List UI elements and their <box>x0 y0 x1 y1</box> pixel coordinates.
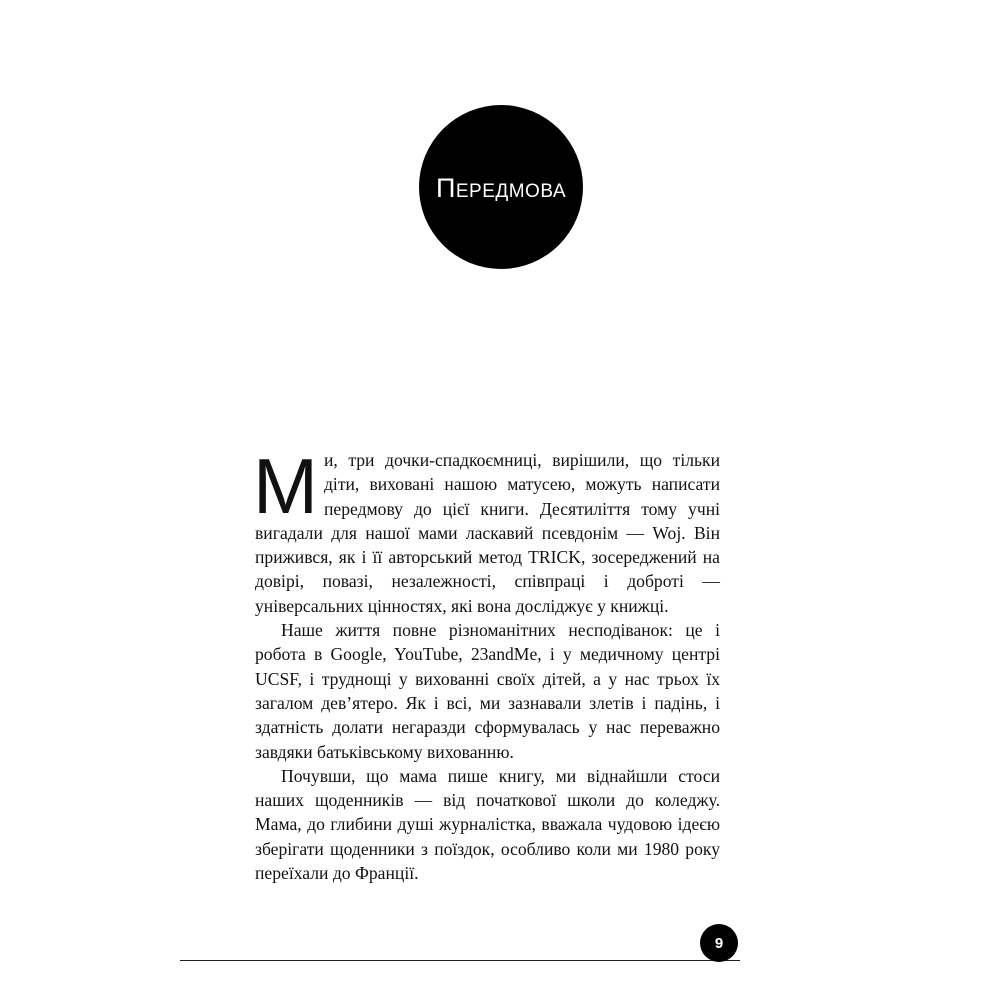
paragraph-2: Наше життя повне різноманітних несподіванок: це і робота в Google, YouTube, 23andMe, і у медичному центрі UCSF, і труднощі у вихованні своїх дітей, а у нас трьох їх загалом дев’ятеро. Як і всі, ми зазнавали злетів і падінь, і здатність долати негаразди сформувалась у нас переважно завдяки батьківському вихованню. <box>255 620 720 762</box>
paragraph-1 <box>253 442 720 618</box>
body-text <box>253 442 720 885</box>
paragraph-1-text: и, три дочки-спадкоємниці, вирішили, що тільки діти, виховані нашою матусею, можуть написати передмову до цієї книги. Десятиліття тому учні вигадали для нашої мами лаcкавий псевдонім — Woj. Він прижився, як і її авторський метод TRICK, зосереджений на довірі, повазі, незалежності, співпраці і доброті — універсальних цінностях, які вона досліджує у книжці. <box>255 450 720 616</box>
chapter-title-badge <box>419 105 583 269</box>
page-number-badge <box>700 924 738 962</box>
paragraph-3: Почувши, що мама пише книгу, ми віднайшли стоси наших щоденників — від початкової школи до коледжу. Мама, до глибини душі журналістка, вважала чудовою ідеєю зберігати щоденники з поїздок, особливо коли ми 1980 року переїхали до Франції. <box>255 765 720 884</box>
drop-cap-letter: М <box>253 442 318 530</box>
footer-divider <box>180 960 740 961</box>
page-number: 9 <box>714 934 724 952</box>
chapter-title: Передмова <box>435 172 567 203</box>
